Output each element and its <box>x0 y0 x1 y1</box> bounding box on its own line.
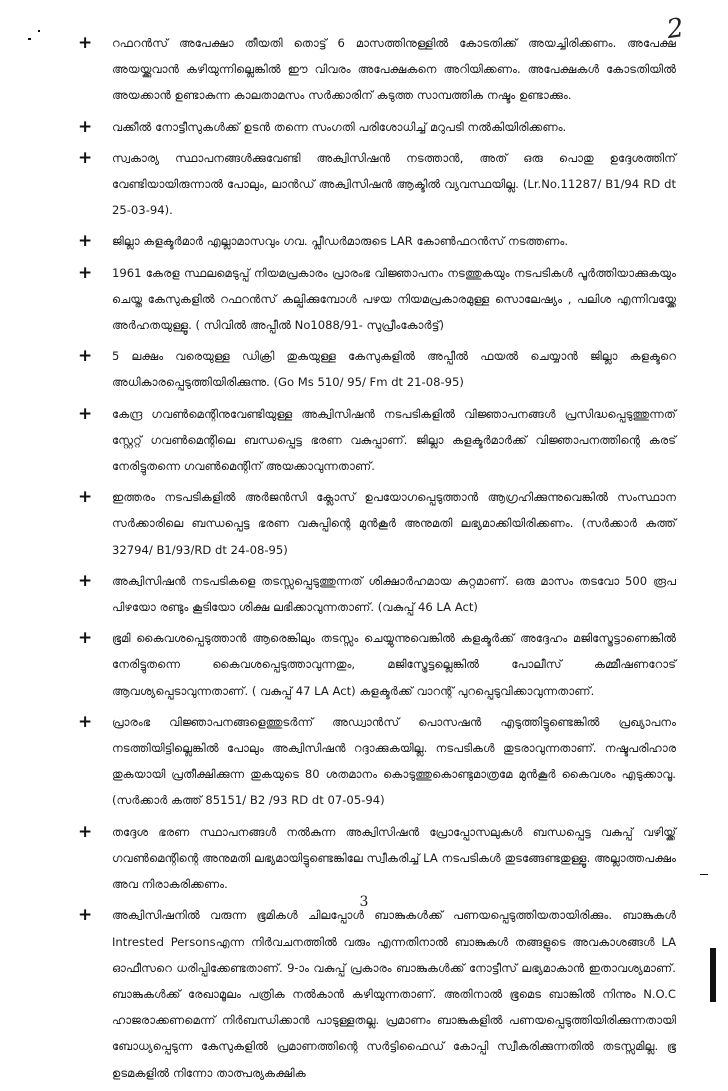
plus-bullet-icon: + <box>78 231 93 252</box>
list-item-text: കേന്ദ്ര ഗവൺമെന്റിനുവേണ്ടിയുള്ള അക്വിസിഷൻ നടപടികളിൽ വിജ്ഞാപനങ്ങൾ പ്രസിദ്ധപ്പെടുത്തുന്നത് സ്റ്റേറ്റ് ഗവൺമെന്റിലെ ബന്ധപ്പെട്ട ഭരണ വകുപ്പാണ്. ജില്ലാ കളക്ടർമാർക്ക് വിജ്ഞാപനത്തിന്റെ കരട് നേരിട്ടുതന്നെ ഗവൺമെന്റിന് അയക്കാവുന്നതാണ്. <box>112 406 676 474</box>
plus-bullet-icon: + <box>78 147 93 168</box>
plus-bullet-icon: + <box>78 33 93 53</box>
list-item-text: തദ്ദേശ ഭരണ സ്ഥാപനങ്ങൾ നൽകുന്ന അക്വിസിഷൻ പ്രോപ്പോസലുകൾ ബന്ധപ്പെട്ട വകുപ്പ് വഴിയ്ക്ക് ഗവൺമെന്റിന്റെ അനുമതി ലഭ്യമായിട്ടുണ്ടെങ്കിലേ സ്വീകരിച്ച് LA നടപടികൾ തുടങ്ങേണ്ടതുള്ളൂ. അല്ലാത്തപക്ഷം അവ നിരാകരിക്കണം. <box>112 824 676 892</box>
plus-bullet-icon: + <box>78 711 93 732</box>
plus-bullet-icon: + <box>78 262 93 283</box>
plus-bullet-icon: + <box>78 116 93 137</box>
plus-bullet-icon: + <box>78 821 93 842</box>
plus-bullet-icon: + <box>78 570 93 591</box>
list-item-text: സ്വകാര്യ സ്ഥാപനങ്ങൾക്കുവേണ്ടി അക്വിസിഷൻ നടത്താൻ, അത് ഒരു പൊതു ഉദ്ദേശത്തിന് വേണ്ടിയായിരുന്നാൽ പോലും, ലാൻഡ് അക്വിസിഷൻ ആക്ടിൽ വ്യവസ്ഥയില്ല. (Lr.No.11287/ B1/94 RD dt 25-03-94). <box>112 150 676 218</box>
list-item-text: ഭൂമി കൈവശപ്പെടുത്താൻ ആരെങ്കിലും തടസ്സം ചെയ്യുന്നുവെങ്കിൽ കളക്ടർക്ക് അദ്ദേഹം മജിസ്ട്രേട്ടാണെങ്കിൽ നേരിട്ടുതന്നെ കൈവശപ്പെടുത്താവുന്നതും, മജിസ്ട്രേട്ടല്ലെങ്കിൽ പോലീസ് കമ്മീഷണറോട് ആവശ്യപ്പെടാവുന്നതാണ്. ( വകുപ്പ് 47 LA Act) കളക്ടർക്ക് വാറന്റ് പുറപ്പെടുവിക്കാവുന്നതാണ്. <box>112 631 676 698</box>
list-item <box>78 114 676 140</box>
list-item-text: 5 ലക്ഷം വരെയുള്ള ഡിക്രി തുകയുള്ള കേസുകളിൽ അപ്പീൽ ഫയൽ ചെയ്യാൻ ജില്ലാ കളക്ടറെ അധികാരപ്പെടുത്തിയിരിക്കുന്നു. (Go Ms 510/ 95/ Fm dt 21-08-95) <box>112 349 676 390</box>
list-item <box>78 902 676 1085</box>
list-item <box>78 625 676 704</box>
bullet-list <box>78 30 676 1091</box>
list-item <box>78 30 676 109</box>
plus-bullet-icon: + <box>78 403 93 424</box>
list-item <box>78 709 676 814</box>
list-item <box>78 819 676 898</box>
list-item-text: ഇത്തരം നടപടികളിൽ അർജൻസി ക്ലോസ് ഉപയോഗപ്പെടുത്താൻ ആഗ്രഹിക്കുന്നുവെങ്കിൽ സംസ്ഥാന സർക്കാരിലെ ബന്ധപ്പെട്ട ഭരണ വകുപ്പിന്റെ മുൻകൂർ അനുമതി ലഭ്യമാക്കിയിരിക്കണം. (സർക്കാർ കത്ത് 32794/ B1/93/RD dt 24-08-95) <box>112 490 676 557</box>
list-item <box>78 260 676 339</box>
plus-bullet-icon: + <box>78 905 93 926</box>
plus-bullet-icon: + <box>78 346 93 367</box>
list-item-text: 1961 കേരള സ്ഥലമെടുപ്പ് നിയമപ്രകാരം പ്രാരംഭ വിജ്ഞാപനം നടത്തുകയും നടപടികൾ പൂർത്തിയാക്കുകയും ചെയ്ത കേസുകളിൽ റഫറൻസ് കല്പിക്കുമ്പോൾ പഴയ നിയമപ്രകാരമുള്ള സൊലേഷ്യം , പലിശ എന്നിവയ്ക്കേ അർഹതയുള്ളൂ. ( സിവിൽ അപ്പീൽ No1088/91- സുപ്രീംകോർട്ട്) <box>112 265 676 333</box>
list-item-text: ജില്ലാ കളക്ടർമാർ എല്ലാമാസവും ഗവ. പ്ലീഡർമാരുടെ LAR കോൺഫറൻസ് നടത്തണം. <box>112 234 569 249</box>
list-item-text: വക്കീൽ നോട്ടീസുകൾക്ക് ഉടൻ തന്നെ സംഗതി പരിശോധിച്ച് മറുപടി നൽകിയിരിക്കണം. <box>112 119 567 134</box>
scan-speck <box>38 30 40 32</box>
scan-speck <box>28 38 31 40</box>
list-item-text: അക്വിസിഷനിൽ വരുന്ന ഭൂമികൾ ചിലപ്പോൾ ബാങ്കുകൾക്ക് പണയപ്പെടുത്തിയതായിരിക്കും. ബാങ്കുകൾ Intrested Personsഎന്ന നിർവചനത്തിൽ വരും എന്നതിനാൽ ബാങ്കുകൾ തങ്ങളുടെ അവകാശങ്ങൾ LA ഓഫീസറെ ധരിപ്പിക്കേണ്ടതാണ്. 9-ാം വകുപ്പ് പ്രകാരം ബാങ്കുകൾക്ക് നോട്ടീസ് ലഭ്യമാകാൻ ഇതാവശ്യമാണ്. ബാങ്കുകൾക്ക് രേഖാമൂലം പത്രിക നൽകാൻ കഴിയുന്നതാണ്. അതിനാൽ ഭൂമെട ബാങ്കിൽ നിന്നും N.O.C ഹാജരാക്കണമെന്ന് നിർബന്ധിക്കാൻ പാടുള്ളതല്ല. പ്രമാണം ബാങ്കുകളിൽ പണയപ്പെടുത്തിയിരിക്കുന്നതായി ബോധ്യപ്പെടുന്ന കേസുകളിൽ പ്രമാണത്തിന്റെ സർട്ടിഫൈഡ് കോപ്പി സ്വീകരിക്കുന്നതിൽ തടസ്സമില്ല. ഭൂ ഉടമകളിൽ നിന്നോ താത്പര്യകക്ഷിക <box>112 908 676 1080</box>
list-item-text: റഫറൻസ് അപേക്ഷാ തീയതി തൊട്ട് 6 മാസത്തിനുള്ളിൽ കോടതിക്ക് അയച്ചിരിക്കണം. അപേക്ഷ അയയ്ക്കുവാൻ കഴിയുന്നില്ലെങ്കിൽ ഈ വിവരം അപേക്ഷകനെ അറിയിക്കണം. അപേക്ഷകൾ കോടതിയിൽ അയക്കാൻ ഉണ്ടാകുന്ന കാലതാമസം സർക്കാരിന് കടുത്ത സാമ്പത്തിക നഷ്ടം ഉണ്ടാക്കും. <box>112 36 676 103</box>
list-item <box>78 145 676 224</box>
list-item-text: പ്രാരംഭ വിജ്ഞാപനങ്ങളെത്തുടർന്ന് അഡ്വാൻസ് പൊസഷൻ എടുത്തിട്ടുണ്ടെങ്കിൽ പ്രഖ്യാപനം നടത്തിയിട്ടില്ലെങ്കിൽ പോലും അക്വിസിഷൻ റദ്ദാക്കുകയില്ല. നടപടികൾ തുടരാവുന്നതാണ്. നഷ്ടപരിഹാര തുകയായി പ്രതീക്ഷിക്കുന്ന തുകയുടെ 80 ശതമാനം കൊടുത്തുകൊണ്ടുമാത്രമേ മുൻകൂർ കൈവശം എടുക്കാവൂ. (സർക്കാർ കത്ത് 85151/ B2 /93 RD dt 07-05-94) <box>112 714 676 808</box>
scan-edge-mark <box>710 948 716 1002</box>
list-item <box>78 228 676 254</box>
plus-bullet-icon: + <box>78 628 93 649</box>
list-item <box>78 484 676 563</box>
handwritten-page-number: 2 <box>665 12 687 46</box>
scan-speck <box>700 874 708 875</box>
page-number: 3 <box>359 894 369 910</box>
list-item <box>78 568 676 620</box>
plus-bullet-icon: + <box>78 487 93 508</box>
list-item-text: അക്വിസിഷൻ നടപടികളെ തടസ്സപ്പെടുത്തുന്നത് ശിക്ഷാർഹമായ കുറ്റമാണ്. ഒരു മാസം തടവോ 500 രൂപ പിഴയോ രണ്ടും കൂടിയോ ശിക്ഷ ലഭിക്കാവുന്നതാണ്. (വകുപ്പ് 46 LA Act) <box>112 573 676 615</box>
list-item <box>78 401 676 480</box>
list-item <box>78 343 676 395</box>
